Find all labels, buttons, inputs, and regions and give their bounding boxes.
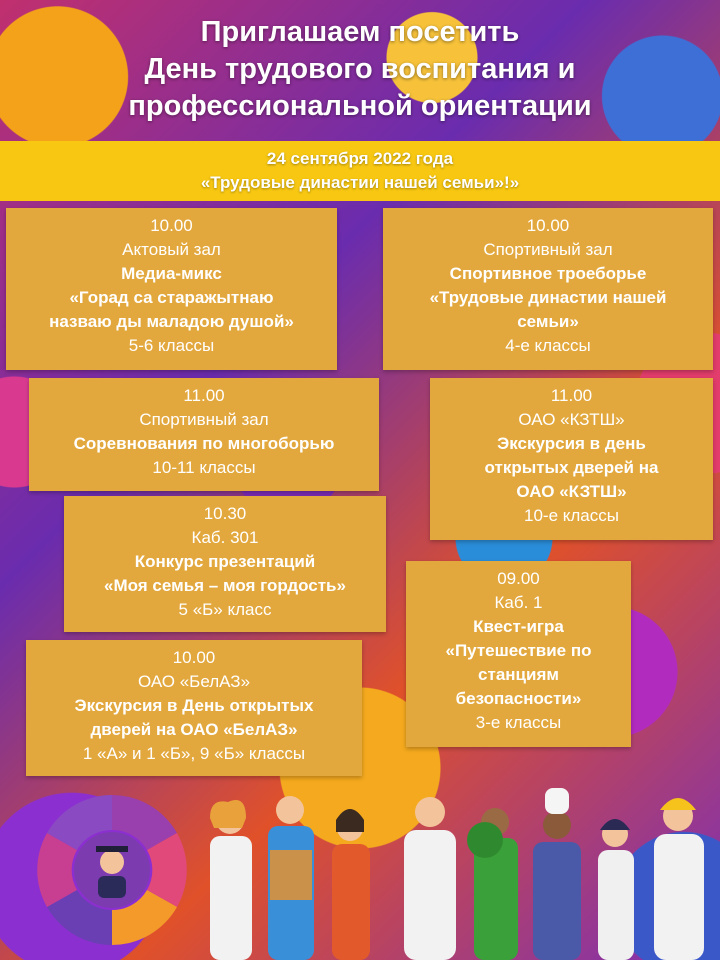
event-audience: 3-е классы [475,713,562,732]
delivery-worker-figure [268,796,314,960]
title-line-1: Приглашаем посетить [200,16,520,48]
professions-wheel-logo [37,795,187,945]
date-banner [0,141,720,201]
event-title-line: безопасности» [455,689,582,708]
event-title-line: Квест-игра [473,617,564,636]
event-date: 24 сентября 2022 года [266,149,454,168]
event-place: Спортивный зал [139,410,269,429]
event-title-line: дверей на ОАО «БелАЗ» [90,720,298,739]
event-title-line: «Трудовые династии нашей [429,288,667,307]
event-card-belaz-excursion [26,640,362,776]
page-title [0,14,720,125]
event-theme: «Трудовые династии нашей семьи»!» [200,173,520,192]
event-audience: 10-е классы [524,506,619,525]
event-place: ОАО «БелАЗ» [137,672,251,691]
event-time: 10.00 [150,216,193,235]
event-time: 11.00 [183,386,225,405]
engineer-figure [654,798,704,960]
waitress-figure [598,819,634,960]
event-title-line: назваю ды маладою душой» [49,312,294,331]
event-audience: 5-6 классы [128,336,215,355]
event-title-line: Конкурс презентаций [134,552,316,571]
event-time: 09.00 [497,569,540,588]
professions-illustration [0,780,720,960]
event-audience: 5 «Б» класс [178,600,272,619]
title-line-3: профессиональной ориентации [128,90,592,122]
event-card-sport-triathlon [383,208,713,370]
event-card-media-mix [6,208,337,370]
event-audience: 1 «А» и 1 «Б», 9 «Б» классы [82,744,306,763]
event-title-line: Спортивное троеборье [449,264,647,283]
event-title-line: «Путешествие по [445,641,592,660]
event-time: 10.00 [526,216,570,235]
event-audience: 10-11 классы [152,458,256,477]
event-title-line: Медиа-микс [121,264,222,283]
event-title-line: открытых дверей на [484,458,659,477]
scientist-figure [404,797,456,960]
event-time: 10.30 [203,504,247,523]
event-title-line: семьи» [517,312,579,331]
event-place: Спортивный зал [483,240,613,259]
event-time: 10.00 [172,648,216,667]
event-place: Каб. 301 [191,528,259,547]
event-title-line: Соревнования по многоборью [73,434,335,453]
event-card-presentation-contest [64,496,386,632]
office-worker-figure [332,809,370,960]
gardener-figure [467,808,518,960]
event-title-line: «Горад са старажытнаю [69,288,274,307]
event-title-line: ОАО «КЗТШ» [516,482,627,501]
title-line-2: День трудового воспитания и [144,53,576,85]
event-place: ОАО «КЗТШ» [518,410,625,429]
chef-figure [533,788,581,960]
event-audience: 4-е классы [505,336,591,355]
event-title-line: станциям [478,665,559,684]
event-card-quest-game [406,561,631,747]
event-card-multisport [29,378,379,491]
event-title-line: Экскурсия в день [497,434,646,453]
event-place: Актовый зал [122,240,221,259]
event-title-line: Экскурсия в День открытых [74,696,314,715]
event-title-line: «Моя семья – моя гордость» [104,576,346,595]
event-place: Каб. 1 [494,593,543,612]
doctor-figure [210,800,252,960]
event-time: 11.00 [550,386,593,405]
event-card-kztsh-excursion [430,378,713,540]
